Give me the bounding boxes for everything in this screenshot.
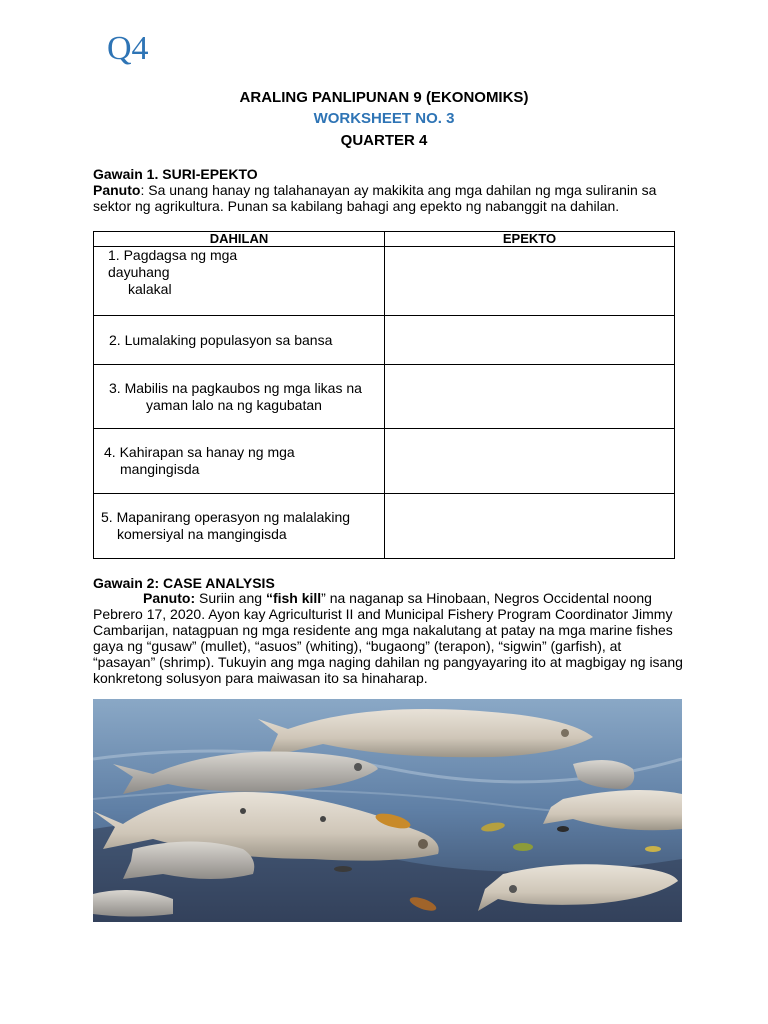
column-header-epekto: EPEKTO <box>385 232 675 247</box>
panuto-label: Panuto: <box>143 590 196 606</box>
table-row <box>94 316 675 365</box>
dahilan-cell <box>94 365 385 429</box>
dahilan-line: komersiyal na mangingisda <box>117 526 287 542</box>
dahilan-cell <box>94 247 385 316</box>
dahilan-line: 4. Kahirapan sa hanay ng mga <box>104 444 295 460</box>
dahilan-cell <box>94 429 385 494</box>
epekto-answer-cell[interactable] <box>385 316 675 365</box>
dahilan-line: 5. Mapanirang operasyon ng malalaking <box>101 509 351 525</box>
dahilan-line: 3. Mabilis na pagkaubos ng mga likas na <box>109 380 362 396</box>
dead-fish-on-shore-image <box>93 699 682 922</box>
worksheet-number: WORKSHEET NO. 3 <box>313 110 455 127</box>
column-header-dahilan: DAHILAN <box>94 232 385 247</box>
dahilan-line: 2. Lumalaking populasyon sa bansa <box>109 332 333 348</box>
gawain1-instructions <box>93 182 683 214</box>
dahilan-line: 1. Pagdagsa ng mga <box>108 247 238 263</box>
dahilan-line: yaman lalo na ng kagubatan <box>146 397 322 413</box>
table-row <box>94 494 675 559</box>
panuto-text-a: Suriin ang <box>195 590 266 606</box>
epekto-answer-cell[interactable] <box>385 365 675 429</box>
gawain1-heading: Gawain 1. SURI-EPEKTO <box>93 166 258 182</box>
dahilan-line: dayuhang <box>108 264 170 280</box>
dahilan-cell <box>94 494 385 559</box>
fish-kill-photo <box>93 699 682 922</box>
table-row <box>94 365 675 429</box>
epekto-answer-cell[interactable] <box>385 429 675 494</box>
dahilan-line: kalakal <box>128 281 172 297</box>
quarter-label: QUARTER 4 <box>340 132 428 149</box>
gawain2-heading: Gawain 2: CASE ANALYSIS <box>93 575 275 591</box>
table-row <box>94 247 675 316</box>
gawain2-instructions <box>93 590 683 686</box>
quarter-mark: Q4 <box>107 30 149 67</box>
epekto-answer-cell[interactable] <box>385 494 675 559</box>
panuto-text: : Sa unang hanay ng talahanayan ay makikita ang mga dahilan ng mga suliranin sa sektor ng agrikultura. Punan sa kabilang bahagi ang epekto ng nabanggit na dahilan. <box>93 182 657 214</box>
panuto-text-rest: Pebrero 17, 2020. Ayon kay Agriculturist II and Municipal Fishery Program Coordinator Jimmy Cambarijan, natagpuan ng mga residente ang mga nakalutang at patay na mga marine fishes gaya ng “gusaw” (mullet), “asuos” (whiting), “bugaong” (terapon), “sigwin” (garfish), at “pasayan” (shrimp). Tukuyin ang mga naging dahilan ng pangyayaring ito at magbigay ng isang konkretong solusyon para maiwasan ito sa hinaharap. <box>93 606 683 686</box>
table-row <box>94 429 675 494</box>
table-header-row <box>94 232 675 247</box>
epekto-answer-cell[interactable] <box>385 247 675 316</box>
fish-kill-term: “fish kill <box>265 590 322 606</box>
dahilan-cell <box>94 316 385 365</box>
worksheet-title: ARALING PANLIPUNAN 9 (EKONOMIKS) <box>239 89 529 106</box>
dahilan-line: mangingisda <box>120 461 200 477</box>
suri-epekto-table <box>93 231 675 559</box>
panuto-label: Panuto <box>93 182 141 198</box>
panuto-text-b: ” na naganap sa Hinobaan, Negros Occidental noong <box>321 590 652 606</box>
